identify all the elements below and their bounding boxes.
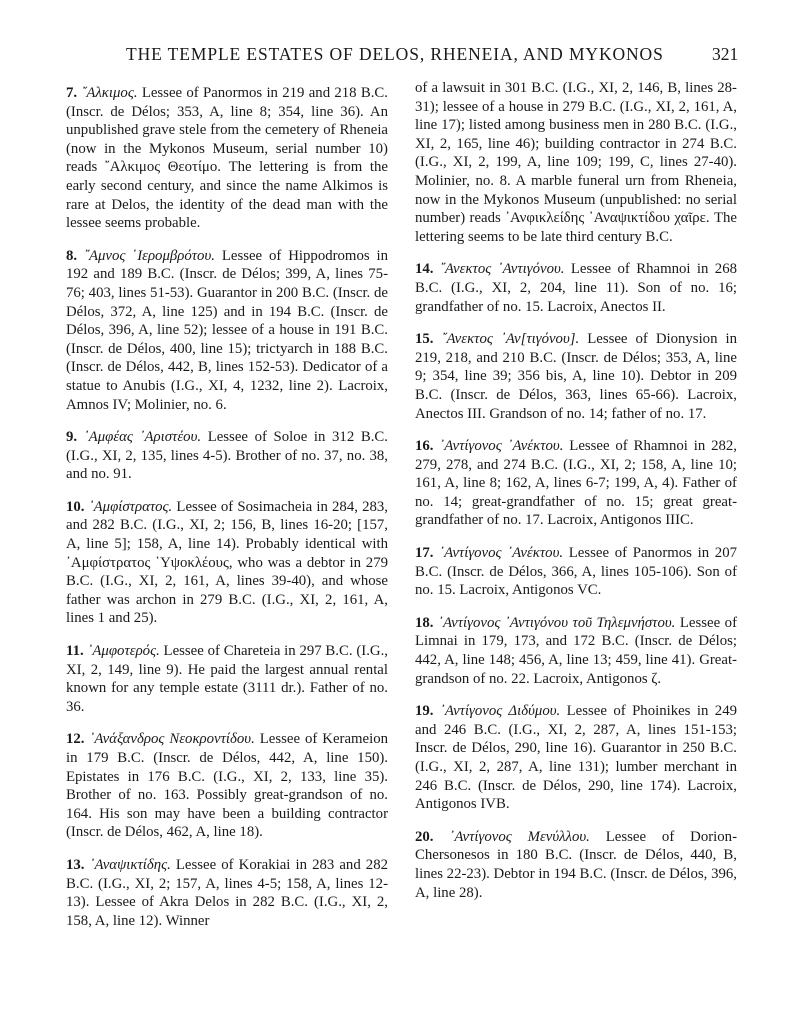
entry-name: ᾿Αντίγονος ᾿Ανέκτου. (439, 438, 564, 455)
entry-number: 7. (66, 85, 78, 101)
entry-name: ᾿Αναψικτίδης. (89, 856, 171, 873)
entry-name: ᾿Ανάξανδρος Νεοκροντίδου. (89, 731, 255, 748)
entry-name: ᾿Αντίγονος ᾿Αντιγόνου τοῦ Τηλεμνήστου. (438, 614, 676, 631)
left-column (66, 84, 388, 944)
page-number: 321 (712, 44, 739, 64)
running-title: THE TEMPLE ESTATES OF DELOS, RHENEIA, AND MYKONOS (126, 44, 664, 64)
entry-name: ᾿Αντίγονος ᾿Ανέκτου. (439, 545, 564, 562)
entry-text: Lessee of Korakiai in 283 and 282 B.C. (I.G., XI, 2; 157, A, lines 4-5; 158, A, lines 12-13). Lessee of Akra Delos in 282 B.C. (I.G., XI, 2, 158, A, line 12). Winner (66, 856, 389, 929)
entry-20 (415, 828, 737, 902)
entry-text: Lessee of Chareteia in 297 B.C. (I.G., XI, 2, 149, line 9). He paid the largest annual rental known for any temple estate (3111 dr.). Father of no. 36. (66, 643, 388, 715)
entry-9 (66, 428, 388, 484)
entry-number: 12. (66, 731, 85, 748)
entry-text: Lessee of Dorion-Chersonesos in 180 B.C. (Inscr. de Délos, 440, B, lines 22-23). Debtor in 194 B.C. (Inscr. de Délos, 396, A, line 28). (415, 828, 737, 901)
entry-17 (415, 544, 737, 600)
entry-text: Lessee of Phoinikes in 249 and 246 B.C. (I.G., XI, 2, 287, A, lines 151-153; Inscr. de Délos, 290, line 16). Guarantor in 250 B.C. (I.G., XI, 2, 287, A, line 131); lumber merchant in 246 B.C. (Inscr. de Délos, 290, line 174). Lacroix, Antigonos IVB. (415, 703, 737, 813)
entry-8 (66, 247, 388, 414)
entry-14 (415, 260, 737, 316)
right-column (415, 79, 737, 916)
entry-number: 10. (66, 498, 85, 515)
entry-name: ᾿Αμφέας ᾿Αριστέου. (83, 429, 202, 446)
entry-text: Lessee of Hippodromos in 192 and 189 B.C. (Inscr. de Délos; 399, A, lines 75-76; 403, lines 51-53). Guarantor in 200 B.C. (Inscr. de Délos, 372, A, line 125) and in 194 B.C. (Inscr. de Délos, 396, A, line 52); lessee of a house in 191 B.C. (Inscr. de Délos, 400, line 15); trictyarch in 188 B.C. (Inscr. de Délos, 442, B, lines 152-53). Dedicator of a statue to Anubis (I.G., XI, 4, 1232, line 2). Lacroix, Amnos IV; Molinier, no. 6. (66, 247, 389, 413)
entry-text: Lessee of Rhamnoi in 282, 279, 278, and 274 B.C. (I.G., XI, 2; 158, A, line 10; 161, A, line 8; 162, A, lines 6-7; 199, A, 4). Father of no. 14; great-grandfather of no. 15; great great-grandfather of no. 17. Lacroix, Antigonos IIIC. (415, 438, 737, 529)
entry-number: 15. (415, 331, 434, 348)
entry-19 (415, 702, 737, 814)
entry-number: 14. (415, 261, 434, 278)
entry-text: Lessee of Rhamnoi in 268 B.C. (I.G., XI, 2, 204, line 11). Son of no. 16; grandfather of no. 15. Lacroix, Anectos II. (415, 261, 737, 315)
entry-text: Lessee of Kerameion in 179 B.C. (Inscr. de Délos, 442, A, line 150). Epistates in 176 B.C. (I.G., XI, 2, 133, line 35). Brother of no. 163. Possibly great-grandson of no. 164. His son may have been a building contractor (Inscr. de Délos, 462, A, line 18). (66, 731, 388, 841)
running-header (0, 44, 787, 72)
entry-name: ῎Ανεκτος ᾿Αντιγόνου. (439, 261, 565, 278)
entry-16 (415, 437, 737, 530)
entry-7 (66, 84, 388, 233)
entry-18 (415, 614, 737, 688)
entry-number: 19. (415, 703, 434, 720)
entry-11 (66, 642, 388, 716)
entry-text: Lessee of Soloe in 312 B.C. (I.G., XI, 2, 135, lines 4-5). Brother of no. 37, no. 38, and no. 91. (66, 429, 389, 483)
entry-text: Lessee of Limnai in 179, 173, and 172 B.C. (Inscr. de Délos; 442, A, line 148; 456, A, line 13; 459, line 41). Great-grandson of no. 22. Lacroix, Antigonos ζ. (415, 614, 738, 687)
entry-name: ᾿Αμφίστρατος. (88, 498, 173, 515)
entry-number: 8. (66, 247, 78, 264)
entry-number: 11. (66, 643, 84, 660)
entry-number: 13. (66, 856, 85, 873)
entry-15 (415, 330, 737, 423)
entry-10 (66, 498, 388, 628)
entry-text: Lessee of Panormos in 219 and 218 B.C. (Inscr. de Délos; 353, A, line 8; 354, line 36). An unpublished grave stele from the cemetery of Rheneia (now in the Mykonos Museum, serial number 10) reads ῎Αλκιμος Θεοτίμο. The lettering is from the early second century, and since the name Alkimos is rare at Delos, the identity of the dead man with the lessee seems probable. (66, 85, 388, 232)
entry-13-continuation: of a lawsuit in 301 B.C. (I.G., XI, 2, 146, B, lines 28-31); lessee of a house in 279 B.C. (I.G., XI, 2, 161, A, line 17); listed among business men in 280 B.C. (I.G., XI, 2, 165, line 46); building contractor in 274 B.C. (I.G., XI, 2, 199, A, line 109; 199, C, lines 27-40). Molinier, no. 8. A marble funeral urn from Rheneia, now in the Mykonos Museum (unpublished: no serial number) reads ᾿Ανφικλείδης ᾿Αναψικτίδου χαῖρε. The lettering seems to be late third century B.C. (415, 80, 737, 245)
entry-13 (66, 856, 388, 930)
entry-name: ᾿Αμφοτερός. (87, 643, 160, 660)
entry-text: Lessee of Sosimacheia in 284, 283, and 282 B.C. (I.G., XI, 2; 156, B, lines 16-20; [157, A, line 5]; 158, A, line 14). Probably identical with ᾿Αμφίστρατος ῾Υψοκλέους, who was a debtor in 279 B.C. (I.G., XI, 2, 161, A, lines 39-40), and whose father was archon in 279 B.C. (I.G., XI, 2, 161, A, lines 1 and 25). (66, 498, 388, 627)
entry-number: 20. (415, 828, 434, 845)
entry-name: ᾿Αντίγονος Μενύλλου. (449, 828, 590, 845)
entry-text: Lessee of Panormos in 207 B.C. (Inscr. de Délos, 366, A, lines 105-106). Son of no. 15. Lacroix, Antigonos VC. (415, 545, 738, 599)
entry-name: ῎Ανεκτος ᾿Αν[τιγόνου]. (441, 331, 580, 348)
entry-name: ᾿Αντίγονος Διδύμου. (439, 703, 561, 720)
entry-number: 17. (415, 545, 434, 562)
entry-name: ῎Αλκιμος. (81, 85, 138, 101)
entry-number: 9. (66, 429, 78, 446)
entry-number: 16. (415, 438, 434, 455)
entry-text: Lessee of Dionysion in 219, 218, and 210 B.C. (Inscr. de Délos; 353, A, line 9; 354, line 39; 356 bis, A, line 10). Debtor in 209 B.C. (Inscr. de Délos, 363, lines 65-66). Lacroix, Anectos III. Grandson of no. 14; father of no. 17. (415, 331, 737, 422)
entry-name: ῎Αμνος ῾Ιερομβρότου. (84, 247, 215, 264)
entry-number: 18. (415, 614, 434, 631)
entry-12 (66, 730, 388, 842)
